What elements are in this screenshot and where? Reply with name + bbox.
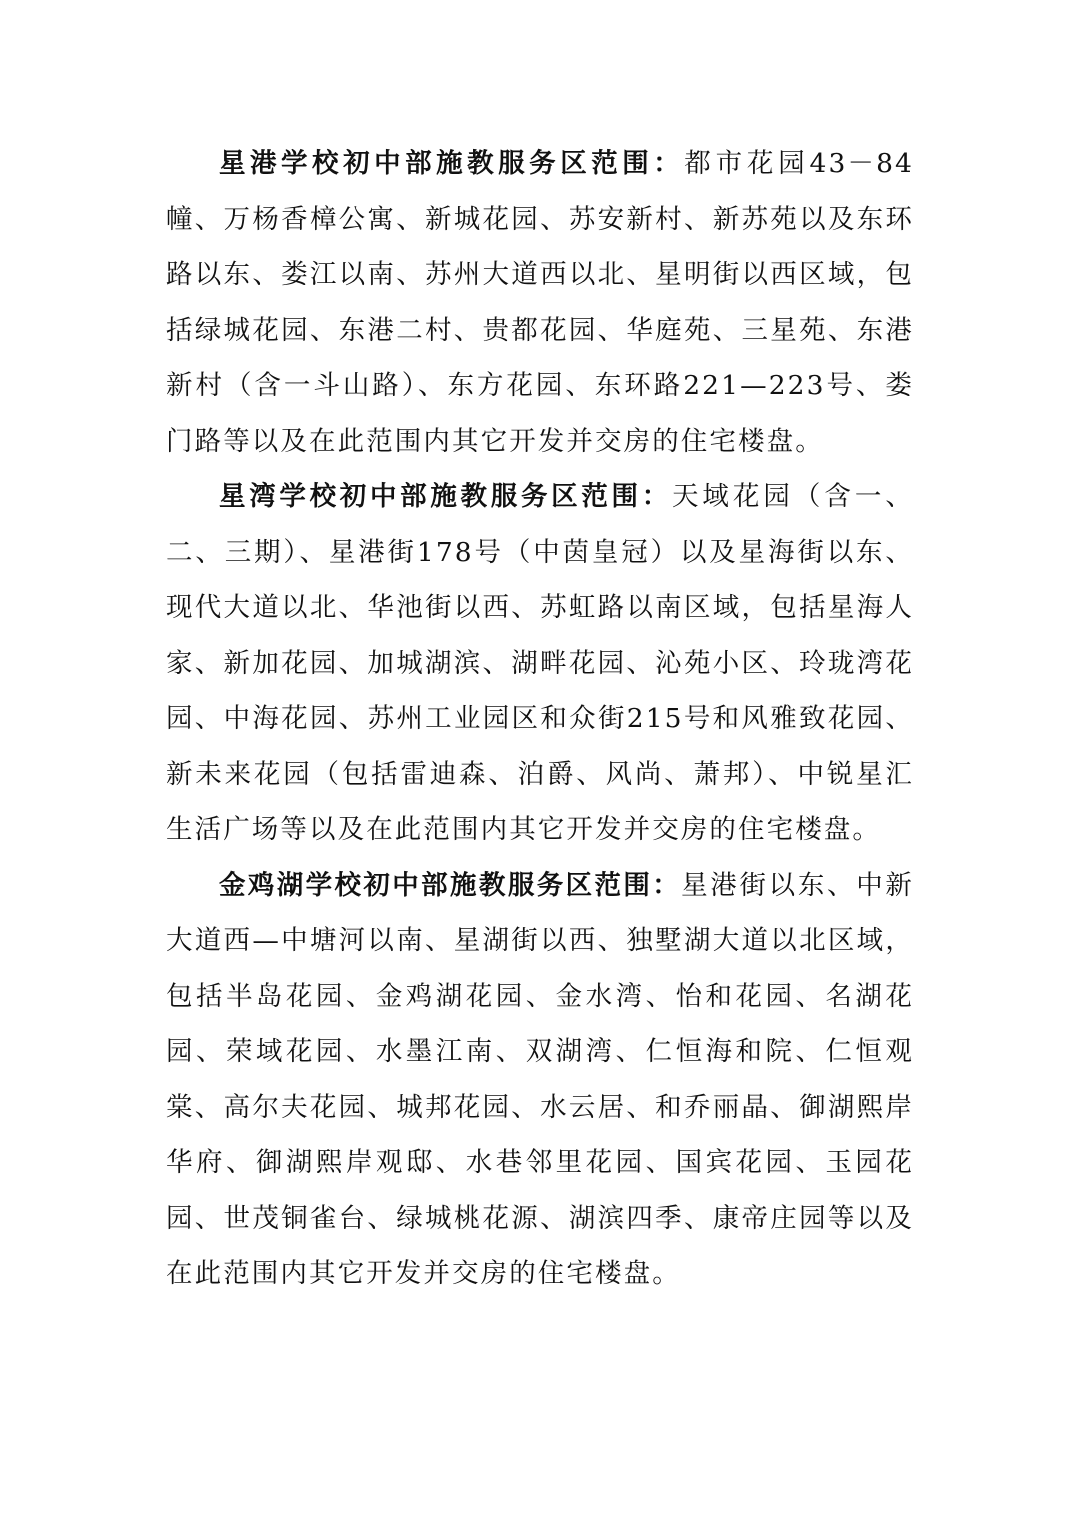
paragraph-heading: 星港学校初中部施教服务区范围： bbox=[219, 148, 685, 179]
document-body bbox=[166, 136, 914, 1302]
paragraph-heading: 星湾学校初中部施教服务区范围： bbox=[219, 481, 672, 512]
paragraph-text: 都市花园43－84幢、万杨香樟公寓、新城花园、苏安新村、新苏苑以及东环路以东、娄江以南、苏州大道西以北、星明街以西区域，包括绿城花园、东港二村、贵都花园、华庭苑、三星苑、东港新村（含一斗山路）、东方花园、东环路221—223号、娄门路等以及在此范围内其它开发并交房的住宅楼盘。 bbox=[166, 148, 914, 457]
paragraph-xinggang-school bbox=[166, 136, 914, 469]
paragraph-text: 天域花园（含一、二、三期）、星港街178号（中茵皇冠）以及星海街以东、现代大道以北、华池街以西、苏虹路以南区域，包括星海人家、新加花园、加城湖滨、湖畔花园、沁苑小区、玲珑湾花园、中海花园、苏州工业园区和众街215号和风雅致花园、新未来花园（包括雷迪森、泊爵、风尚、萧邦）、中锐星汇生活广场等以及在此范围内其它开发并交房的住宅楼盘。 bbox=[166, 481, 915, 845]
paragraph-text: 星港街以东、中新大道西—中塘河以南、星湖街以西、独墅湖大道以北区域，包括半岛花园、金鸡湖花园、金水湾、怡和花园、名湖花园、荣域花园、水墨江南、双湖湾、仁恒海和院、仁恒观棠、高尔夫花园、城邦花园、水云居、和乔丽晶、御湖熙岸华府、御湖熙岸观邸、水巷邻里花园、国宾花园、玉园花园、世茂铜雀台、绿城桃花源、湖滨四季、康帝庄园等以及在此范围内其它开发并交房的住宅楼盘。 bbox=[166, 869, 914, 1289]
paragraph-heading: 金鸡湖学校初中部施教服务区范围： bbox=[219, 869, 682, 901]
paragraph-jinjihu-school bbox=[166, 858, 914, 1302]
paragraph-xingwan-school bbox=[166, 469, 914, 858]
